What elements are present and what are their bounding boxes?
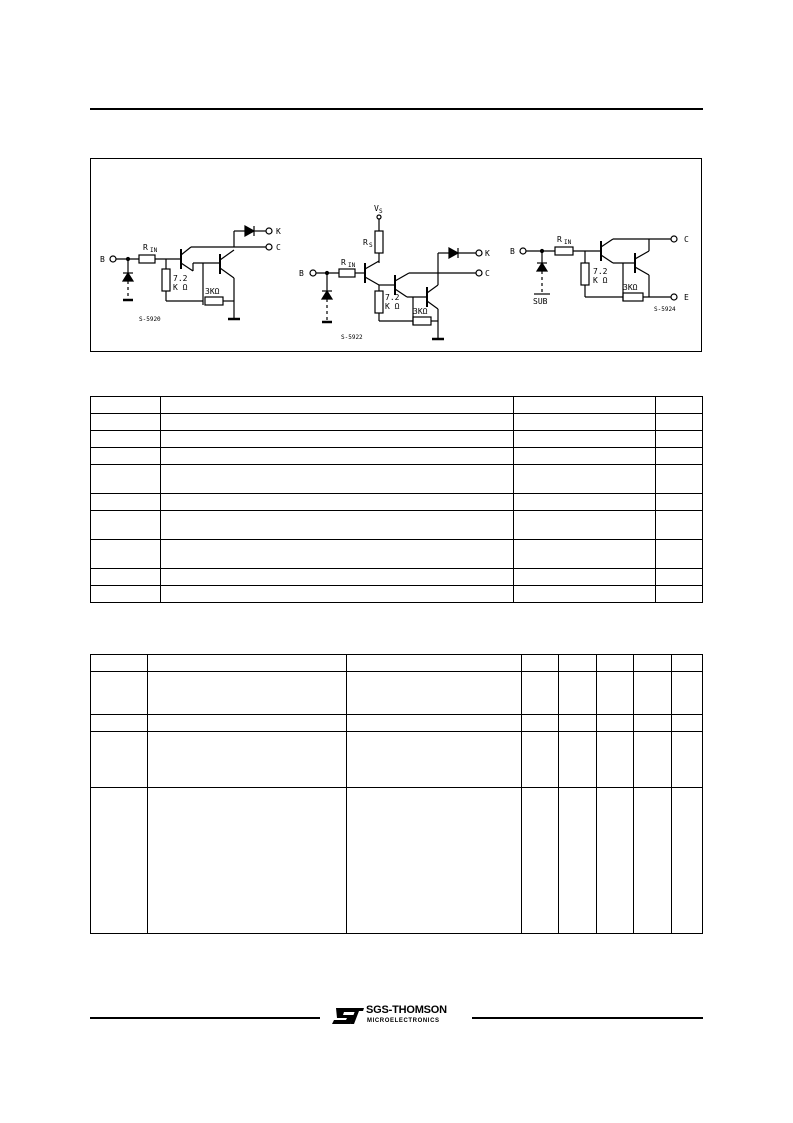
- label-rin: R: [143, 243, 148, 252]
- footer-rule-left: [90, 1017, 320, 1019]
- footer-rule-right: [472, 1017, 703, 1019]
- label-rin-sub: IN: [564, 239, 572, 246]
- resistor-rs: [375, 231, 383, 253]
- terminal-k: [476, 250, 482, 256]
- terminal-e: [671, 294, 677, 300]
- table-row: [91, 414, 703, 431]
- figure-code: S-5920: [139, 316, 161, 323]
- table-row: [91, 655, 703, 672]
- resistor-rin: [339, 269, 355, 277]
- terminal-b: [310, 270, 316, 276]
- resistor-7k2: [581, 263, 589, 285]
- schematic-diagrams: [91, 159, 703, 353]
- resistor-3k: [205, 297, 223, 305]
- label-e: E: [684, 293, 689, 302]
- label-vs-sub: S: [379, 208, 383, 215]
- label-7-2: 7.2: [593, 267, 608, 276]
- label-rs-sub: S: [369, 242, 373, 249]
- table-row: [91, 397, 703, 414]
- label-7-2: 7.2: [385, 293, 400, 302]
- label-kohm: K Ω: [593, 276, 608, 285]
- label-c: C: [276, 243, 281, 252]
- terminal-c: [671, 236, 677, 242]
- brand-name: SGS-THOMSON: [366, 1004, 447, 1016]
- schematic-s5920: [110, 226, 272, 319]
- label-c: C: [684, 235, 689, 244]
- terminal-c: [266, 244, 272, 250]
- label-kohm: K Ω: [173, 283, 188, 292]
- label-k: K: [276, 227, 281, 236]
- schematic-s5922: [310, 215, 482, 339]
- table-row: [91, 586, 703, 603]
- terminal-b: [520, 248, 526, 254]
- label-3k: 3KΩ: [623, 283, 638, 292]
- label-rin: R: [557, 235, 562, 244]
- header-rule: [90, 108, 703, 110]
- label-rin-sub: IN: [150, 247, 158, 254]
- table-row: [91, 465, 703, 494]
- label-b: B: [510, 247, 515, 256]
- table-row: [91, 511, 703, 540]
- terminal-k: [266, 228, 272, 234]
- table-row: [91, 715, 703, 732]
- resistor-7k2: [375, 291, 383, 313]
- label-rin: R: [341, 258, 346, 267]
- table-row: [91, 732, 703, 788]
- resistor-rin: [139, 255, 155, 263]
- terminal-vs: [377, 215, 381, 219]
- label-sub: SUB: [533, 297, 548, 306]
- resistor-7k2: [162, 269, 170, 291]
- table-row: [91, 672, 703, 715]
- label-kohm: K Ω: [385, 302, 400, 311]
- ratings-table: [90, 396, 703, 603]
- label-k: K: [485, 249, 490, 258]
- terminal-b: [110, 256, 116, 262]
- table-row: [91, 448, 703, 465]
- table-row: [91, 569, 703, 586]
- label-3k: 3KΩ: [413, 307, 428, 316]
- characteristics-table: [90, 654, 703, 934]
- label-3k: 3KΩ: [205, 287, 220, 296]
- figure-code: S-5924: [654, 306, 676, 313]
- brand-subtitle: MICROELECTRONICS: [367, 1018, 440, 1024]
- table-row: [91, 540, 703, 569]
- resistor-3k: [623, 293, 643, 301]
- figure-code: S-5922: [341, 334, 363, 341]
- label-vs: V: [374, 204, 379, 213]
- table-row: [91, 431, 703, 448]
- label-b: B: [100, 255, 105, 264]
- table-row: [91, 494, 703, 511]
- resistor-3k: [413, 317, 431, 325]
- label-rs: R: [363, 238, 368, 247]
- label-rin-sub: IN: [348, 262, 356, 269]
- label-7-2: 7.2: [173, 274, 188, 283]
- label-c: C: [485, 269, 490, 278]
- table-row: [91, 788, 703, 934]
- schematic-diagrams-frame: [90, 158, 702, 352]
- terminal-c: [476, 270, 482, 276]
- resistor-rin: [555, 247, 573, 255]
- label-b: B: [299, 269, 304, 278]
